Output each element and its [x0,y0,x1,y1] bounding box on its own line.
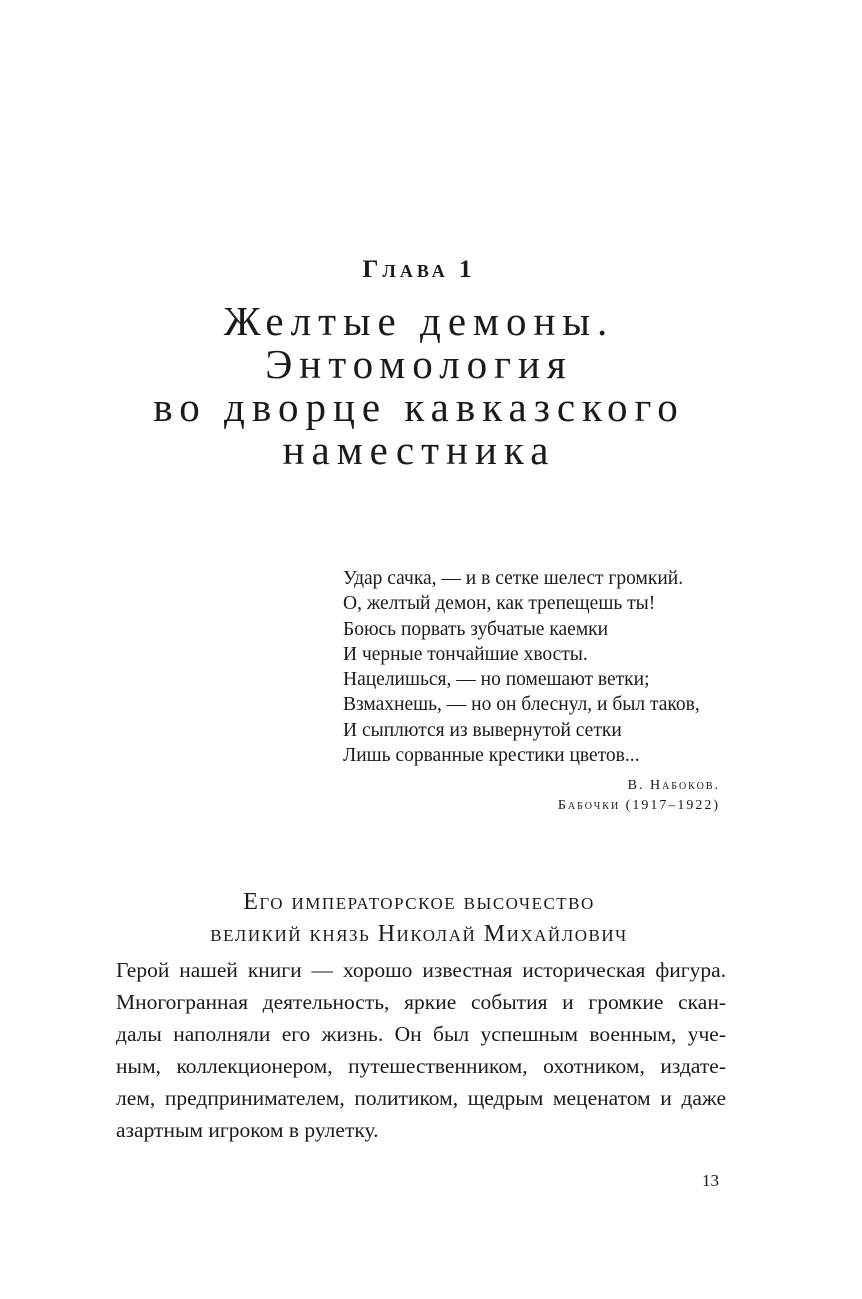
body-paragraph [116,954,726,1146]
epigraph-poem [343,566,743,768]
paragraph-line: Герой нашей книги — хорошо известная историческая фигура. [116,958,726,982]
attribution-author: В. Набоков. [627,778,720,793]
chapter-title-line: во дворце кавказского [153,384,685,430]
epigraph-line: И сыплются из вывернутой сетки [343,719,622,741]
epigraph-line: Взмахнешь, — но он блеснул, и был таков, [343,694,700,716]
epigraph-line: О, желтый демон, как трепещешь ты! [343,593,656,615]
paragraph-line: азартным игроком в рулетку. [116,1118,379,1142]
paragraph-line: ным, коллекционером, путешественником, охотником, издате- [116,1054,726,1078]
chapter-label: Глава 1 [362,256,476,283]
chapter-title-line: Энтомология [265,341,573,387]
epigraph-line: Удар сачка, — и в сетке шелест громкий. [343,568,684,589]
section-heading-line: великий князь Николай Михайлович [210,921,628,947]
attribution-work: Бабочки (1917–1922) [557,798,720,813]
page-number: 13 [702,1171,719,1190]
section-heading-line: Его императорское высочество [243,889,595,915]
paragraph-line: далы наполняли его жизнь. Он был успешным военным, уче- [116,1022,726,1046]
epigraph-line: И черные тончайшие хвосты. [343,643,588,665]
section-heading [0,886,838,950]
chapter-title [0,300,838,472]
paragraph-line: лем, предпринимателем, политиком, щедрым меценатом и даже [116,1086,726,1110]
epigraph-line: Лишь сорванные крестики цветов... [343,745,640,767]
epigraph-attribution [558,776,720,816]
chapter-title-line: наместника [282,427,556,473]
epigraph-line: Боюсь порвать зубчатые каемки [343,618,609,640]
chapter-title-line: Желтые демоны. [223,298,615,344]
epigraph-line: Нацелишься, — но помешают ветки; [343,669,650,691]
paragraph-line: Многогранная деятельность, яркие события и громкие скан- [116,990,726,1014]
